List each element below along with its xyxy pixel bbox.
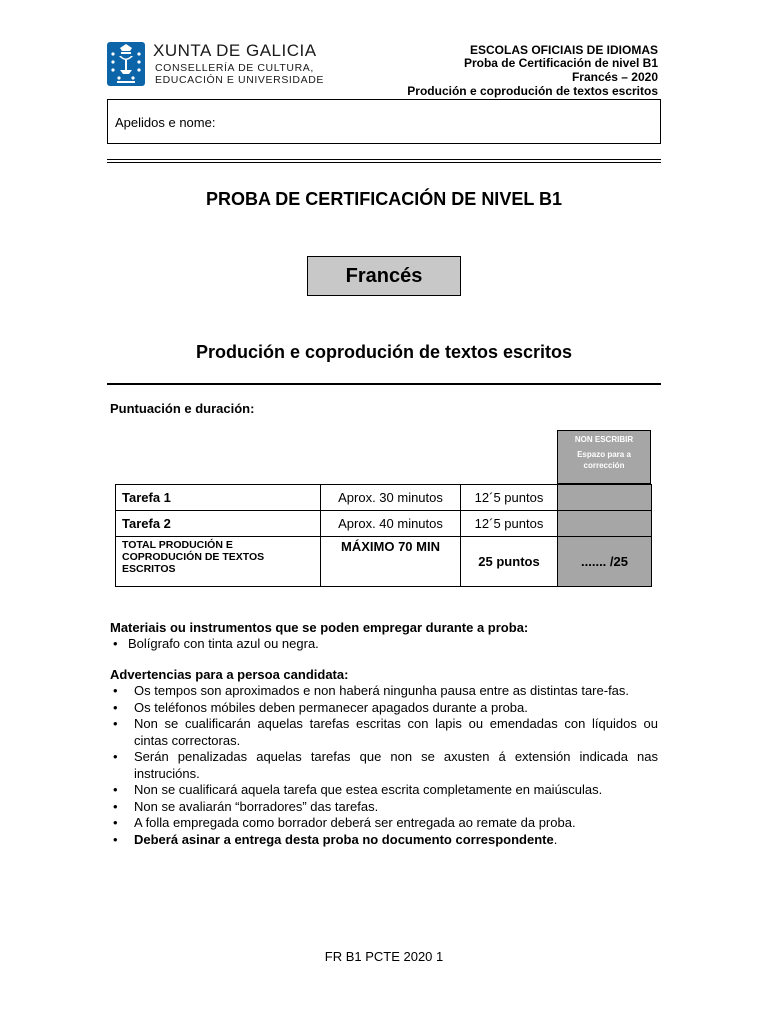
task-cell: Tarefa 2 bbox=[116, 511, 321, 537]
bullet: • bbox=[113, 749, 118, 764]
header-language-year: Francés – 2020 bbox=[571, 70, 658, 84]
table-row bbox=[116, 485, 652, 511]
total-time-cell: MÁXIMO 70 MIN bbox=[321, 537, 461, 587]
time-cell: Aprox. 30 minutos bbox=[321, 485, 461, 511]
list-item bbox=[110, 716, 658, 749]
section-title: Produción e coprodución de textos escritos bbox=[195, 342, 573, 362]
points-cell: 12´5 puntos bbox=[461, 511, 558, 537]
task-cell: Tarefa 1 bbox=[116, 485, 321, 511]
list-item-text: Os tempos son aproximados e non haberá ningunha pausa entre as distintas tare-fas. bbox=[134, 683, 630, 698]
name-field[interactable] bbox=[107, 99, 661, 144]
language-box: Francés bbox=[307, 256, 461, 296]
score-table bbox=[115, 484, 652, 587]
materials-heading: Materiais ou instrumentos que se poden empregar durante a proba: bbox=[110, 620, 529, 635]
table-row bbox=[116, 511, 652, 537]
correction-header-line2: Espazo para a corrección bbox=[577, 450, 631, 470]
list-item bbox=[110, 636, 658, 653]
list-item-text: Os teléfonos móbiles deben permanecer apagados durante a proba. bbox=[134, 699, 528, 715]
total-points-cell: 25 puntos bbox=[461, 537, 558, 587]
list-item bbox=[110, 683, 658, 700]
warnings-list bbox=[110, 683, 658, 848]
xunta-emblem-icon bbox=[107, 42, 145, 86]
header-exam: Proba de Certificación de nivel B1 bbox=[463, 56, 658, 70]
list-item-text: Non se cualificará aquela tarefa que estea escrita completamente en maiúsculas. bbox=[134, 782, 603, 797]
points-cell: 12´5 puntos bbox=[461, 485, 558, 511]
time-cell: Aprox. 40 minutos bbox=[321, 511, 461, 537]
logo-subtitle-2: EDUCACIÓN E UNIVERSIDADE bbox=[155, 74, 325, 86]
bullet: • bbox=[113, 798, 118, 814]
warnings-heading: Advertencias para a persoa candidata: bbox=[110, 667, 349, 682]
bullet: • bbox=[113, 815, 118, 830]
list-item-text: Bolígrafo con tinta azul ou negra. bbox=[128, 636, 319, 651]
bullet: • bbox=[113, 636, 118, 651]
total-task-cell: TOTAL PRODUCIÓN E COPRODUCIÓN DE TEXTOS ESCRITOS bbox=[116, 537, 321, 587]
list-item bbox=[110, 832, 658, 849]
list-item bbox=[110, 799, 658, 816]
bullet: • bbox=[113, 782, 118, 797]
page-title: PROBA DE CERTIFICACIÓN DE NIVEL B1 bbox=[205, 189, 563, 209]
page-footer: FR B1 PCTE 2020 1 bbox=[324, 949, 444, 964]
divider bbox=[107, 159, 661, 160]
logo-subtitle-1: CONSELLERÍA DE CULTURA, bbox=[155, 62, 314, 74]
logo-title: XUNTA DE GALICIA bbox=[153, 41, 317, 60]
total-mark-cell: ....... /25 bbox=[558, 537, 652, 587]
divider bbox=[107, 383, 661, 385]
list-item bbox=[110, 815, 658, 832]
name-field-label: Apelidos e nome: bbox=[115, 115, 216, 130]
bullet: • bbox=[113, 831, 118, 847]
header-school: ESCOLAS OFICIAIS DE IDIOMAS bbox=[469, 43, 658, 57]
correction-header bbox=[557, 430, 651, 484]
list-item-text: Non se avaliarán “borradores” das tarefas. bbox=[134, 798, 379, 814]
list-item-text: Serán penalizadas aquelas tarefas que non se axusten á extensión indicada nas instrucións. bbox=[134, 749, 658, 781]
score-heading: Puntuación e duración: bbox=[110, 401, 255, 416]
header-section: Produción e coprodución de textos escritos bbox=[407, 84, 658, 98]
mark-cell bbox=[558, 485, 652, 511]
bullet: • bbox=[113, 683, 118, 698]
list-item-text: Non se cualificarán aquelas tarefas escritas con lapis ou emendadas con líquidos ou cintas correctoras. bbox=[134, 716, 658, 748]
bullet: • bbox=[113, 716, 118, 731]
list-item bbox=[110, 782, 658, 799]
mark-cell bbox=[558, 511, 652, 537]
correction-header-line1: NON ESCRIBIR bbox=[574, 435, 634, 444]
list-item-text: Deberá asinar a entrega desta proba no documento correspondente bbox=[134, 831, 554, 847]
divider bbox=[107, 162, 661, 163]
list-item-text: A folla empregada como borrador deberá ser entregada ao remate da proba. bbox=[134, 815, 576, 830]
table-row-total bbox=[116, 537, 652, 587]
bullet: • bbox=[113, 699, 118, 715]
list-item bbox=[110, 700, 658, 717]
list-item-suffix: . bbox=[553, 831, 558, 847]
list-item bbox=[110, 749, 658, 782]
materials-list bbox=[110, 636, 658, 653]
